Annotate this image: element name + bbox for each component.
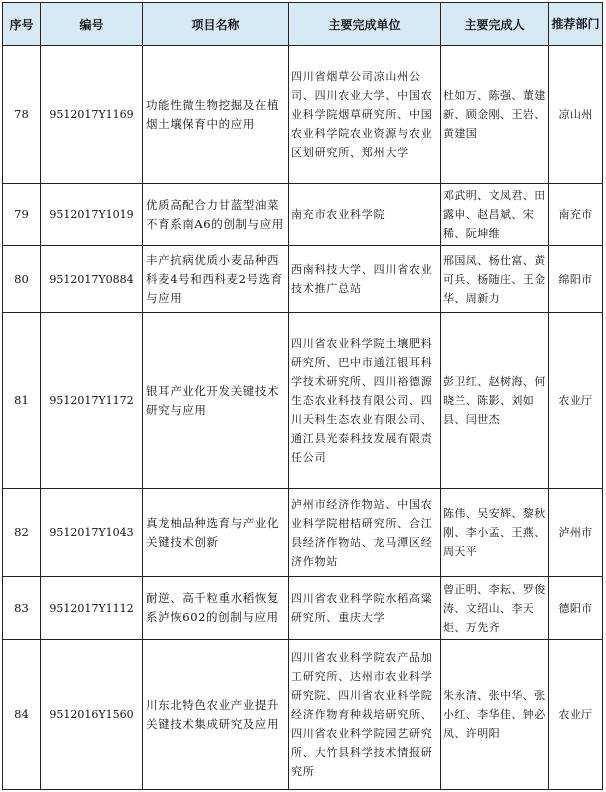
cell-dept: 凉山州: [549, 46, 603, 184]
cell-people: 邢国凤、杨仕富、黄可兵、杨随庄、王金华、周新力: [441, 246, 549, 313]
cell-unit: 西南科技大学、四川省农业技术推广总站: [289, 246, 441, 313]
cell-seq: 82: [3, 489, 41, 577]
cell-name: 川东北特色农业产业提升关键技术集成研究及应用: [143, 640, 289, 790]
header-name: 项目名称: [143, 3, 289, 46]
cell-dept: 农业厅: [549, 640, 603, 790]
cell-name: 丰产抗病优质小麦品种西科麦4号和西科麦2号选育与应用: [143, 246, 289, 313]
cell-people: 邓武明、文凤君、田露申、赵昌斌、宋稀、阮坤维: [441, 184, 549, 246]
table-header-row: [3, 3, 603, 46]
table-row: [3, 246, 603, 313]
cell-dept: 泸州市: [549, 489, 603, 577]
cell-seq: 83: [3, 577, 41, 640]
cell-seq: 78: [3, 46, 41, 184]
cell-unit: 四川省农业科学院农产品加工研究所、达州市农业科学研究院、四川省农业科学院经济作物育种栽培研究所、四川省农业科学院园艺研究所、大竹县科学技术情报研究所: [289, 640, 441, 790]
cell-code: 9512017Y1172: [41, 313, 143, 489]
table-row: [3, 640, 603, 790]
cell-code: 9512017Y1112: [41, 577, 143, 640]
project-table: [2, 2, 603, 790]
cell-people: 彭卫红、赵树海、何晓兰、陈影、刘如县、闫世杰: [441, 313, 549, 489]
table-row: [3, 313, 603, 489]
cell-people: 朱永清、张中华、张小红、李华佳、钟必凤、许明阳: [441, 640, 549, 790]
cell-dept: 绵阳市: [549, 246, 603, 313]
cell-people: 曾正明、李耘、罗俊涛、文绍山、李天炬、万先齐: [441, 577, 549, 640]
cell-dept: 农业厅: [549, 313, 603, 489]
cell-name: 优质高配合力甘蓝型油菜不育系南A6的创制与应用: [143, 184, 289, 246]
cell-people: 陈伟、吴安辉、黎秋刚、李小孟、王燕、周天平: [441, 489, 549, 577]
cell-unit: 四川省农业科学院水稻高粱研究所、重庆大学: [289, 577, 441, 640]
cell-unit: 四川省烟草公司凉山州公司、四川农业大学、中国农业科学院烟草研究所、中国农业科学院农业资源与农业区划研究所、郑州大学: [289, 46, 441, 184]
header-code: 编号: [41, 3, 143, 46]
cell-seq: 79: [3, 184, 41, 246]
table-row: [3, 46, 603, 184]
cell-name: 耐逆、高千粒重水稻恢复系泸恢602的创制与应用: [143, 577, 289, 640]
cell-name: 功能性微生物挖掘及在植烟土壤保育中的应用: [143, 46, 289, 184]
cell-code: 9512017Y1169: [41, 46, 143, 184]
cell-people: 杜如万、陈强、董建新、顾金刚、王岩、黄建国: [441, 46, 549, 184]
cell-unit: 泸州市经济作物站、中国农业科学院柑桔研究所、合江县经济作物站、龙马潭区经济作物站: [289, 489, 441, 577]
cell-name: 真龙柚品种选育与产业化关键技术创新: [143, 489, 289, 577]
cell-unit: 南充市农业科学院: [289, 184, 441, 246]
cell-code: 9512017Y1043: [41, 489, 143, 577]
document-page: [2, 2, 603, 790]
cell-dept: 南充市: [549, 184, 603, 246]
cell-seq: 80: [3, 246, 41, 313]
table-row: [3, 184, 603, 246]
cell-dept: 德阳市: [549, 577, 603, 640]
table-row: [3, 489, 603, 577]
cell-seq: 81: [3, 313, 41, 489]
header-unit: 主要完成单位: [289, 3, 441, 46]
header-seq: 序号: [3, 3, 41, 46]
cell-code: 9512017Y0884: [41, 246, 143, 313]
table-row: [3, 577, 603, 640]
cell-seq: 84: [3, 640, 41, 790]
header-people: 主要完成人: [441, 3, 549, 46]
cell-code: 9512016Y1560: [41, 640, 143, 790]
cell-name: 银耳产业化开发关键技术研究与应用: [143, 313, 289, 489]
header-dept: 推荐部门: [549, 3, 603, 46]
cell-unit: 四川省农业科学院土壤肥料研究所、巴中市通江银耳科学技术研究所、四川裕德源生态农业科技有限公司、四川天科生态农业有限公司、通江县光泰科技发展有限责任公司: [289, 313, 441, 489]
cell-code: 9512017Y1019: [41, 184, 143, 246]
